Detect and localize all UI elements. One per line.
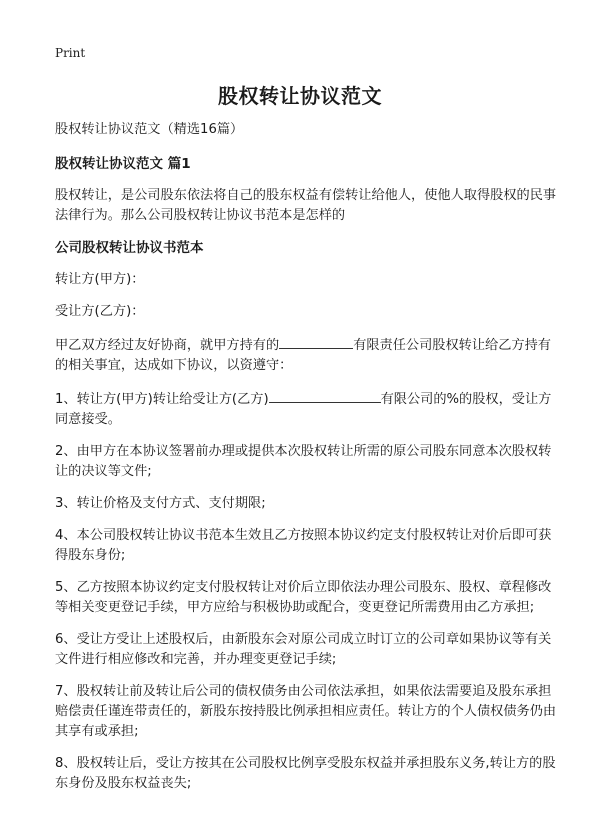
transferor-line: 转让方(甲方)： bbox=[55, 272, 145, 287]
item-8: 8、股权转让后，受让方按其在公司股权比例享受股东权益并承担股东义务,转让方的股东身份及股东权益丧失; bbox=[55, 756, 556, 791]
section-heading: 股权转让协议范文 篇1 bbox=[55, 156, 191, 172]
document-body bbox=[55, 120, 560, 806]
item-1 bbox=[55, 388, 560, 430]
document-subtitle: 股权转让协议范文（精选16篇） bbox=[55, 122, 244, 137]
item-6: 6、受让方受让上述股权后，由新股东会对原公司成立时订立的公司章如果协议等有关文件进行相应修改和完善，并办理变更登记手续; bbox=[55, 632, 552, 667]
document-title: 股权转让协议范文 bbox=[218, 84, 382, 108]
preamble-text-a: 甲乙双方经过友好协商，就甲方持有的 bbox=[55, 338, 280, 353]
item-1-text-b: 有限公司的%的股权，受让方同意接受。 bbox=[55, 392, 552, 427]
transferee-line: 受让方(乙方)： bbox=[55, 304, 145, 319]
item-7: 7、股权转让前及转让后公司的债权债务由公司依法承担，如果依法需要追及股东承担赔偿责任谨连带责任的，新股东按持股比例承担相应责任。转让方的个人债权债务仍由其享有或承担; bbox=[55, 684, 557, 739]
preamble-text-b: 有限责任公司股权转让给乙方持有的相关事宜，达成如下协议，以资遵守： bbox=[55, 338, 551, 373]
item-3: 3、转让价格及支付方式、支付期限; bbox=[55, 496, 266, 511]
blank-company-name-line bbox=[269, 388, 381, 403]
item-2: 2、由甲方在本协议签署前办理或提供本次股权转让所需的原公司股东同意本次股权转让的决议等文件; bbox=[55, 444, 552, 479]
preamble-paragraph bbox=[55, 334, 560, 376]
intro-paragraph: 股权转让，是公司股东依法将自己的股东权益有偿转让给他人，使他人取得股权的民事法律行为。那么公司股权转让协议书范本是怎样的 bbox=[55, 188, 557, 223]
sample-heading: 公司股权转让协议书范本 bbox=[55, 240, 204, 256]
blank-company-line bbox=[279, 334, 353, 349]
item-4: 4、本公司股权转让协议书范本生效且乙方按照本协议约定支付股权转让对价后即可获得股东身份; bbox=[55, 528, 552, 563]
print-link[interactable]: Print bbox=[55, 46, 86, 60]
item-1-text-a: 1、转让方(甲方)转让给受让方(乙方) bbox=[55, 392, 269, 407]
item-5: 5、乙方按照本协议约定支付股权转让对价后立即依法办理公司股东、股权、章程修改等相关变更登记手续，甲方应给与积极协助或配合，变更登记所需费用由乙方承担; bbox=[55, 580, 552, 615]
